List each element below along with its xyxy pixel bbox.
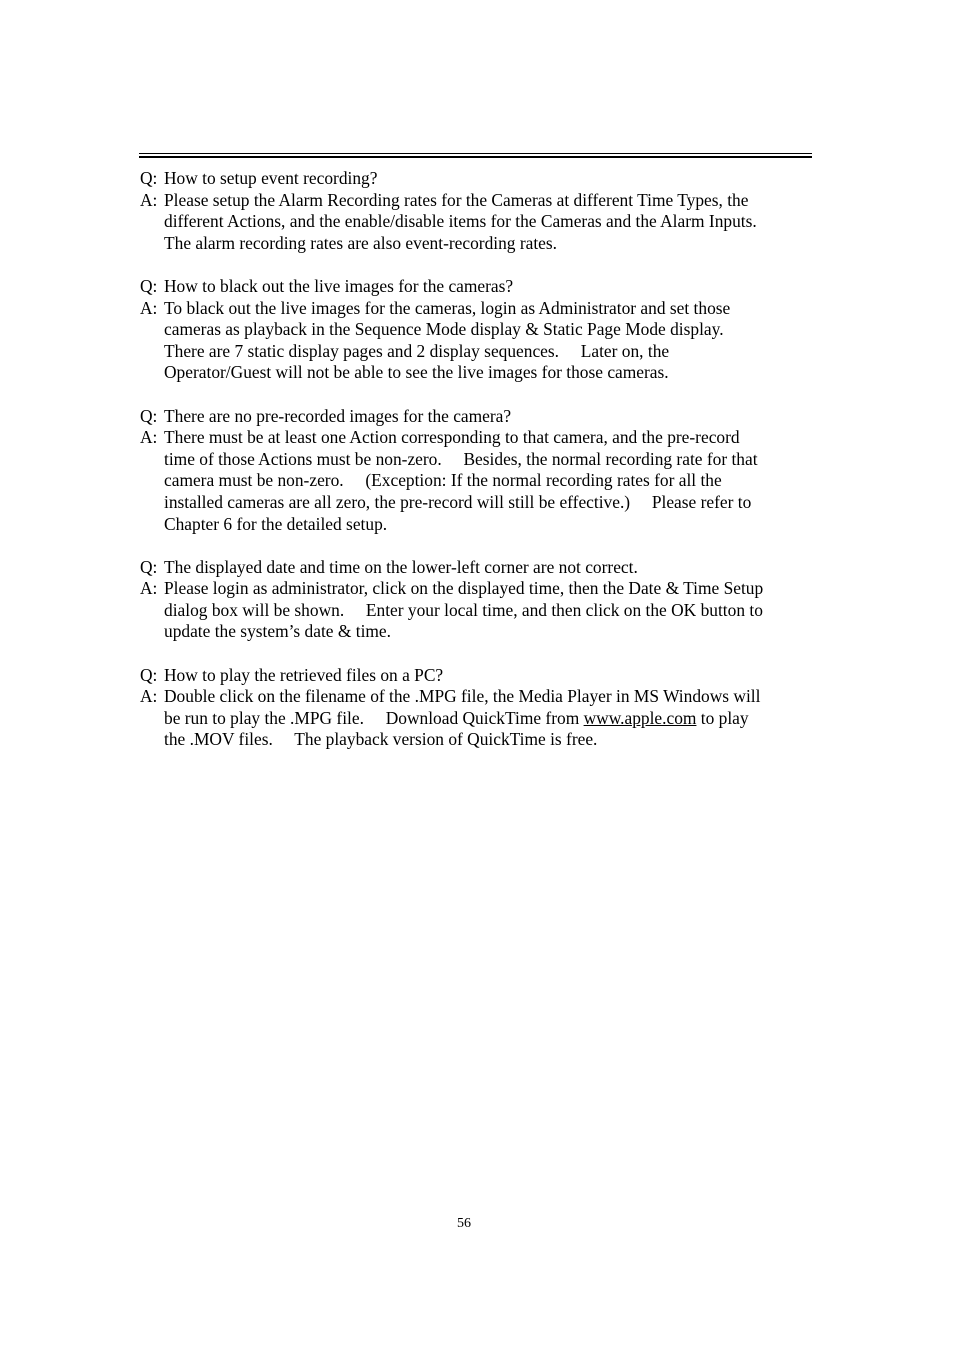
answer-line: [164, 708, 812, 730]
question-prefix: Q:: [140, 405, 158, 426]
question-text: The displayed date and time on the lower-left corner are not correct.: [164, 556, 638, 577]
answer-line: camera must be non-zero. (Exception: If the normal recording rates for all the: [164, 470, 722, 491]
answer-line: the .MOV files. The playback version of QuickTime is free.: [164, 729, 598, 750]
answer-text: to play: [696, 707, 749, 728]
apple-website-link[interactable]: www.apple.com: [583, 707, 697, 728]
answer-line: There are 7 static display pages and 2 display sequences. Later on, the: [164, 340, 670, 361]
faq-item: [140, 168, 812, 254]
header-rule-thick: [139, 156, 812, 158]
answer-line: There must be at least one Action corresponding to that camera, and the pre-record: [164, 427, 740, 448]
header-rule: [139, 153, 812, 158]
answer-line: dialog box will be shown. Enter your local time, and then click on the OK button to: [164, 599, 763, 620]
question-prefix: Q:: [140, 168, 158, 188]
faq-item: [140, 406, 812, 536]
answer-line: The alarm recording rates are also event-recording rates.: [164, 232, 558, 253]
question: [140, 276, 812, 298]
answer-prefix: A:: [140, 189, 158, 210]
page-number: 56: [457, 1216, 471, 1231]
answer-line: Double click on the filename of the .MPG file, the Media Player in MS Windows will: [164, 686, 761, 707]
question: [140, 665, 812, 687]
answer: [140, 427, 812, 535]
question-text: How to play the retrieved files on a PC?: [164, 664, 444, 685]
answer: [140, 686, 812, 751]
question-text: There are no pre-recorded images for the camera?: [164, 405, 512, 426]
answer-line: update the system’s date & time.: [164, 621, 391, 642]
answer-line: installed cameras are all zero, the pre-record will still be effective.) Please refer to: [164, 491, 752, 512]
faq-item: [140, 276, 812, 384]
question-text: How to setup event recording?: [164, 168, 378, 188]
answer-prefix: A:: [140, 686, 158, 707]
answer-line: different Actions, and the enable/disable items for the Cameras and the Alarm Inputs.: [164, 211, 757, 232]
question-prefix: Q:: [140, 664, 158, 685]
answer: [140, 578, 812, 643]
faq-item: [140, 557, 812, 643]
answer-line: Chapter 6 for the detailed setup.: [164, 513, 388, 534]
answer: [140, 298, 812, 384]
answer-prefix: A:: [140, 578, 158, 599]
answer-line: Please setup the Alarm Recording rates for the Cameras at different Time Types, the: [164, 189, 749, 210]
question-text: How to black out the live images for the cameras?: [164, 275, 514, 296]
question: [140, 406, 812, 428]
answer-line: Please login as administrator, click on the displayed time, then the Date & Time Setup: [164, 578, 764, 599]
answer-line: cameras as playback in the Sequence Mode display & Static Page Mode display.: [164, 319, 724, 340]
answer-line: time of those Actions must be non-zero. Besides, the normal recording rate for that: [164, 448, 758, 469]
question-prefix: Q:: [140, 275, 158, 296]
answer-prefix: A:: [140, 297, 158, 318]
question: [140, 168, 812, 190]
faq-section: [140, 168, 812, 773]
header-rule-thin: [139, 153, 812, 154]
answer-prefix: A:: [140, 427, 158, 448]
answer-text: be run to play the .MPG file. Download QuickTime from: [164, 707, 584, 728]
faq-item: [140, 665, 812, 751]
question: [140, 557, 812, 579]
answer-line: Operator/Guest will not be able to see the live images for those cameras.: [164, 362, 669, 383]
answer-line: To black out the live images for the cameras, login as Administrator and set those: [164, 297, 731, 318]
question-prefix: Q:: [140, 556, 158, 577]
answer: [140, 190, 812, 255]
